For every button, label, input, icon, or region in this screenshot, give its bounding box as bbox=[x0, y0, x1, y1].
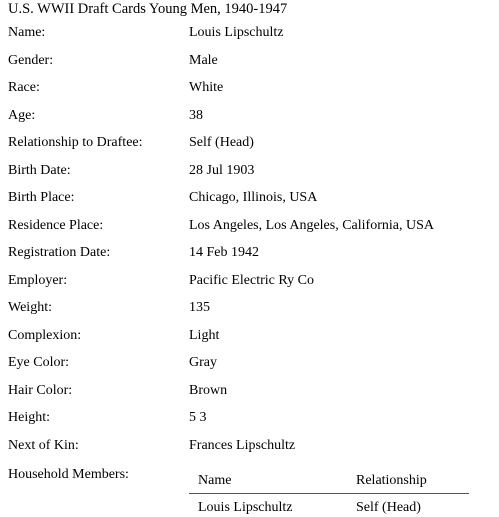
field-value: Brown bbox=[189, 382, 228, 398]
field-row-relationship bbox=[8, 135, 493, 155]
field-label: Residence Place: bbox=[8, 217, 104, 233]
field-value: Frances Lipschultz bbox=[189, 437, 296, 453]
column-header-relationship: Relationship bbox=[356, 473, 469, 494]
field-label: Birth Date: bbox=[8, 162, 71, 178]
field-row-name bbox=[8, 25, 493, 45]
table-row bbox=[189, 494, 469, 517]
field-value: Gray bbox=[189, 355, 217, 370]
field-value: Light bbox=[189, 327, 220, 343]
field-row-age bbox=[8, 108, 493, 128]
field-label: Name: bbox=[8, 25, 46, 40]
field-value: Louis Lipschultz bbox=[189, 25, 284, 40]
field-label: Gender: bbox=[8, 52, 54, 68]
field-label: Age: bbox=[8, 107, 36, 123]
field-value: 5 3 bbox=[189, 410, 207, 425]
field-label: Complexion: bbox=[8, 327, 82, 343]
member-name-cell: Louis Lipschultz bbox=[198, 500, 293, 515]
field-value: White bbox=[189, 80, 224, 95]
field-row-birth-place bbox=[8, 190, 493, 210]
field-label: Eye Color: bbox=[8, 355, 70, 370]
member-relationship-cell: Self (Head) bbox=[356, 500, 421, 515]
field-row-hair-color bbox=[8, 383, 493, 403]
field-value: 135 bbox=[189, 300, 210, 315]
field-row-race bbox=[8, 80, 493, 100]
field-value: 28 Jul 1903 bbox=[189, 162, 255, 178]
field-label: Relationship to Draftee: bbox=[8, 135, 143, 150]
field-value: Self (Head) bbox=[189, 135, 254, 150]
field-label: Employer: bbox=[8, 272, 68, 288]
field-row-birth-date bbox=[8, 163, 493, 183]
field-row-weight bbox=[8, 300, 493, 320]
field-value: 38 bbox=[189, 107, 203, 123]
page-title: U.S. WWII Draft Cards Young Men, 1940-1947 bbox=[8, 1, 288, 17]
field-row-complexion bbox=[8, 328, 493, 348]
field-value: Pacific Electric Ry Co bbox=[189, 272, 315, 288]
table-header-row bbox=[189, 473, 469, 494]
field-row-next-of-kin bbox=[8, 438, 493, 458]
field-row-registration-date bbox=[8, 245, 493, 265]
field-label: Registration Date: bbox=[8, 245, 111, 260]
field-row-gender bbox=[8, 53, 493, 73]
field-label: Race: bbox=[8, 80, 40, 95]
column-header-name: Name bbox=[189, 473, 356, 494]
field-row-employer bbox=[8, 273, 493, 293]
field-label: Hair Color: bbox=[8, 382, 73, 398]
field-value: Male bbox=[189, 52, 218, 68]
household-members-label: Household Members: bbox=[8, 467, 129, 482]
field-row-eye-color bbox=[8, 355, 493, 375]
field-value: Los Angeles, Los Angeles, California, USA bbox=[189, 217, 434, 233]
field-value: 14 Feb 1942 bbox=[189, 245, 259, 260]
field-value: Chicago, Illinois, USA bbox=[189, 190, 318, 205]
field-row-residence-place bbox=[8, 218, 493, 238]
field-label: Birth Place: bbox=[8, 190, 75, 205]
household-members-table bbox=[189, 473, 469, 516]
field-row-height bbox=[8, 410, 493, 430]
field-label: Height: bbox=[8, 410, 50, 425]
field-label: Next of Kin: bbox=[8, 437, 79, 453]
field-label: Weight: bbox=[8, 300, 52, 315]
